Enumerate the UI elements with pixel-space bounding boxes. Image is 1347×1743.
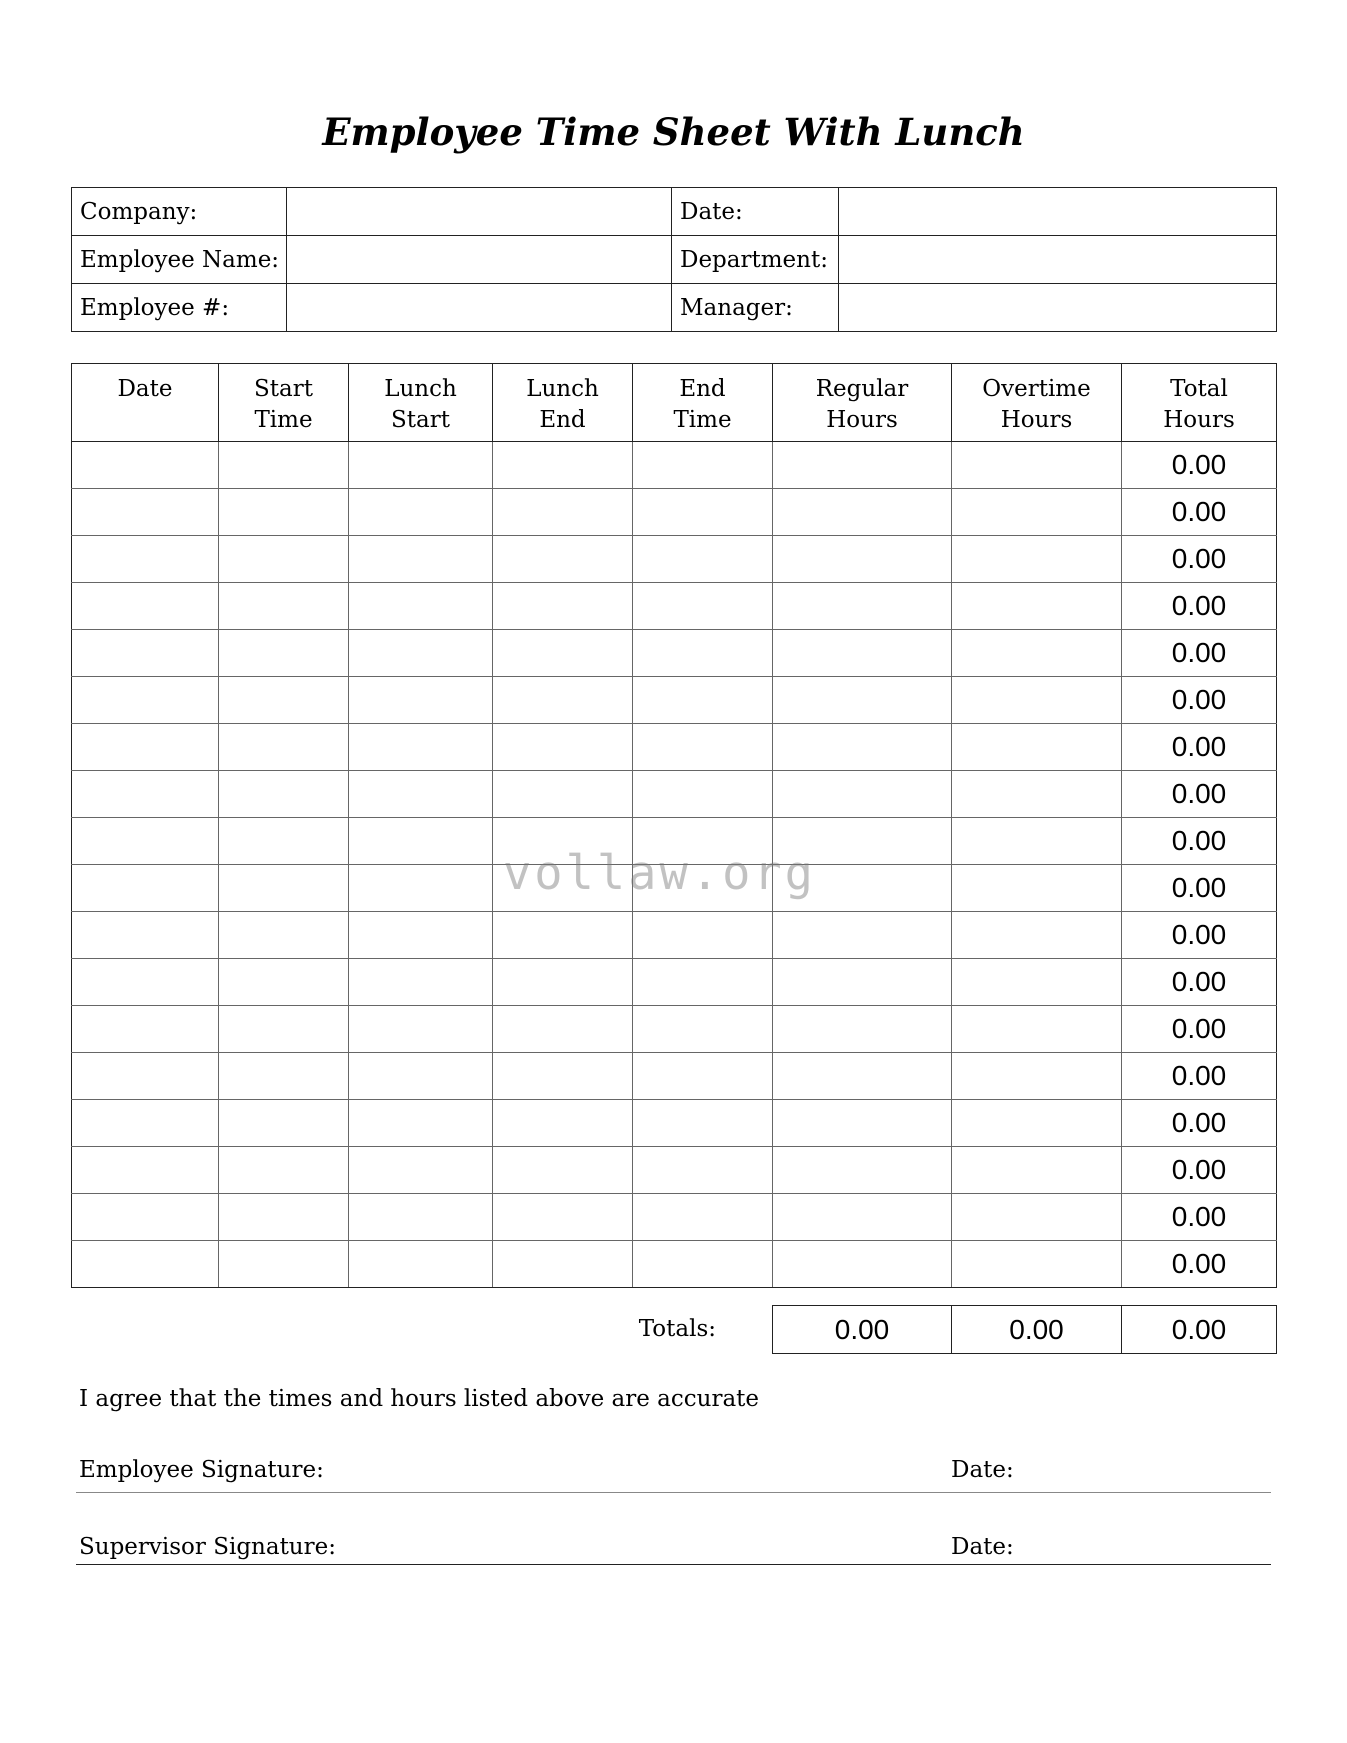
agreement-statement: I agree that the times and hours listed above are accurate (79, 1386, 760, 1412)
header-overtime-hours (952, 364, 1122, 442)
table-row (72, 912, 1277, 959)
cell-regular-hours[interactable] (773, 1100, 952, 1147)
cell-end-time[interactable] (633, 1100, 773, 1147)
manager-field[interactable] (839, 284, 1277, 332)
header-regular-hours-line: Regular (815, 376, 909, 402)
cell-date[interactable] (72, 583, 219, 630)
row-total-hours: 0.00 (1122, 1241, 1277, 1288)
header-start-time-line: Start (254, 376, 313, 402)
watermark: vollaw.org (503, 846, 816, 901)
header-regular-hours (773, 364, 952, 442)
cell-date[interactable] (72, 1194, 219, 1241)
date-field[interactable] (839, 188, 1277, 236)
row-total-hours: 0.00 (1122, 771, 1277, 818)
table-row (72, 630, 1277, 677)
cell-lunch-start[interactable] (349, 1241, 493, 1288)
cell-lunch-start[interactable] (349, 865, 493, 912)
cell-lunch-end[interactable] (493, 1194, 633, 1241)
cell-date[interactable] (72, 489, 219, 536)
cell-regular-hours[interactable] (773, 630, 952, 677)
cell-overtime-hours[interactable] (952, 771, 1122, 818)
cell-lunch-start[interactable] (349, 1053, 493, 1100)
cell-lunch-end[interactable] (493, 724, 633, 771)
row-total-hours: 0.00 (1122, 536, 1277, 583)
cell-start-time[interactable] (219, 489, 349, 536)
cell-start-time[interactable] (219, 536, 349, 583)
cell-end-time[interactable] (633, 959, 773, 1006)
header-end-time (633, 364, 773, 442)
row-total-hours: 0.00 (1122, 677, 1277, 724)
cell-start-time[interactable] (219, 677, 349, 724)
cell-start-time[interactable] (219, 442, 349, 489)
employee-number-label: Employee #: (72, 284, 287, 332)
cell-date[interactable] (72, 442, 219, 489)
table-row (72, 1147, 1277, 1194)
time-sheet-table (71, 363, 1277, 1288)
table-row (72, 1194, 1277, 1241)
cell-regular-hours[interactable] (773, 536, 952, 583)
employee-name-label: Employee Name: (72, 236, 287, 284)
cell-date[interactable] (72, 724, 219, 771)
cell-lunch-end[interactable] (493, 1147, 633, 1194)
cell-end-time[interactable] (633, 771, 773, 818)
cell-date[interactable] (72, 630, 219, 677)
cell-regular-hours[interactable] (773, 1241, 952, 1288)
cell-start-time[interactable] (219, 865, 349, 912)
manager-label: Manager: (672, 284, 839, 332)
cell-lunch-start[interactable] (349, 677, 493, 724)
table-row (72, 442, 1277, 489)
cell-end-time[interactable] (633, 536, 773, 583)
table-row (72, 959, 1277, 1006)
cell-lunch-end[interactable] (493, 630, 633, 677)
totals-table (772, 1305, 1277, 1354)
cell-overtime-hours[interactable] (952, 1053, 1122, 1100)
header-lunch-end-line: End (539, 407, 586, 433)
cell-date[interactable] (72, 536, 219, 583)
cell-regular-hours[interactable] (773, 677, 952, 724)
header-lunch-start (349, 364, 493, 442)
date-label: Date: (672, 188, 839, 236)
employee-name-field[interactable] (287, 236, 672, 284)
header-end-time-line: Time (673, 407, 732, 433)
cell-overtime-hours[interactable] (952, 912, 1122, 959)
employee-signature-date-label: Date: (951, 1457, 1014, 1483)
header-lunch-start-line: Start (391, 407, 450, 433)
cell-lunch-end[interactable] (493, 959, 633, 1006)
employee-signature-label: Employee Signature: (79, 1457, 324, 1483)
cell-start-time[interactable] (219, 1194, 349, 1241)
cell-lunch-end[interactable] (493, 1006, 633, 1053)
cell-start-time[interactable] (219, 630, 349, 677)
table-row (72, 1241, 1277, 1288)
cell-lunch-start[interactable] (349, 630, 493, 677)
cell-end-time[interactable] (633, 1147, 773, 1194)
cell-lunch-end[interactable] (493, 1100, 633, 1147)
cell-date[interactable] (72, 818, 219, 865)
row-total-hours: 0.00 (1122, 724, 1277, 771)
cell-date[interactable] (72, 912, 219, 959)
header-row (72, 364, 1277, 442)
header-lunch-end-line: Lunch (526, 376, 599, 402)
table-row (72, 724, 1277, 771)
cell-lunch-end[interactable] (493, 1241, 633, 1288)
cell-date[interactable] (72, 677, 219, 724)
table-row (72, 1006, 1277, 1053)
cell-lunch-start[interactable] (349, 536, 493, 583)
cell-lunch-start[interactable] (349, 1100, 493, 1147)
cell-lunch-end[interactable] (493, 583, 633, 630)
cell-start-time[interactable] (219, 583, 349, 630)
cell-overtime-hours[interactable] (952, 1241, 1122, 1288)
cell-start-time[interactable] (219, 724, 349, 771)
cell-overtime-hours[interactable] (952, 724, 1122, 771)
table-row (72, 1100, 1277, 1147)
cell-overtime-hours[interactable] (952, 442, 1122, 489)
cell-end-time[interactable] (633, 724, 773, 771)
cell-regular-hours[interactable] (773, 1194, 952, 1241)
header-total-hours (1122, 364, 1277, 442)
cell-regular-hours[interactable] (773, 1006, 952, 1053)
cell-regular-hours[interactable] (773, 912, 952, 959)
totals-label: Totals: (638, 1316, 716, 1342)
cell-date[interactable] (72, 1147, 219, 1194)
cell-lunch-start[interactable] (349, 583, 493, 630)
cell-regular-hours[interactable] (773, 489, 952, 536)
row-total-hours: 0.00 (1122, 912, 1277, 959)
header-total-hours-line: Hours (1163, 407, 1235, 433)
table-row (72, 677, 1277, 724)
cell-overtime-hours[interactable] (952, 1100, 1122, 1147)
cell-end-time[interactable] (633, 1194, 773, 1241)
cell-lunch-end[interactable] (493, 771, 633, 818)
cell-end-time[interactable] (633, 1006, 773, 1053)
cell-regular-hours[interactable] (773, 1147, 952, 1194)
row-total-hours: 0.00 (1122, 865, 1277, 912)
cell-lunch-start[interactable] (349, 771, 493, 818)
cell-end-time[interactable] (633, 583, 773, 630)
cell-overtime-hours[interactable] (952, 1006, 1122, 1053)
cell-date[interactable] (72, 1053, 219, 1100)
cell-regular-hours[interactable] (773, 771, 952, 818)
cell-start-time[interactable] (219, 1053, 349, 1100)
header-total-hours-line: Total (1170, 376, 1228, 402)
table-row (72, 771, 1277, 818)
row-total-hours: 0.00 (1122, 1147, 1277, 1194)
row-total-hours: 0.00 (1122, 959, 1277, 1006)
cell-regular-hours[interactable] (773, 959, 952, 1006)
cell-start-time[interactable] (219, 1241, 349, 1288)
page-title: Employee Time Sheet With Lunch (322, 110, 1025, 154)
cell-lunch-start[interactable] (349, 818, 493, 865)
employee-number-field[interactable] (287, 284, 672, 332)
row-total-hours: 0.00 (1122, 1053, 1277, 1100)
cell-start-time[interactable] (219, 771, 349, 818)
header-lunch-end (493, 364, 633, 442)
supervisor-signature-label: Supervisor Signature: (79, 1534, 336, 1560)
cell-lunch-end[interactable] (493, 912, 633, 959)
row-total-hours: 0.00 (1122, 442, 1277, 489)
cell-overtime-hours[interactable] (952, 489, 1122, 536)
cell-start-time[interactable] (219, 959, 349, 1006)
cell-overtime-hours[interactable] (952, 959, 1122, 1006)
cell-lunch-start[interactable] (349, 1147, 493, 1194)
cell-end-time[interactable] (633, 677, 773, 724)
header-start-time-line: Time (254, 407, 313, 433)
cell-lunch-start[interactable] (349, 1194, 493, 1241)
cell-end-time[interactable] (633, 1053, 773, 1100)
cell-lunch-start[interactable] (349, 959, 493, 1006)
cell-start-time[interactable] (219, 818, 349, 865)
header-date (72, 364, 219, 442)
cell-lunch-start[interactable] (349, 489, 493, 536)
cell-lunch-start[interactable] (349, 724, 493, 771)
cell-start-time[interactable] (219, 1006, 349, 1053)
row-total-hours: 0.00 (1122, 818, 1277, 865)
cell-end-time[interactable] (633, 442, 773, 489)
cell-date[interactable] (72, 771, 219, 818)
cell-overtime-hours[interactable] (952, 677, 1122, 724)
cell-end-time[interactable] (633, 630, 773, 677)
header-date-line: Date (117, 376, 173, 402)
cell-date[interactable] (72, 1006, 219, 1053)
employee-info-table (71, 187, 1277, 332)
header-overtime-hours-line: Hours (1000, 407, 1073, 433)
cell-start-time[interactable] (219, 1100, 349, 1147)
row-total-hours: 0.00 (1122, 489, 1277, 536)
cell-end-time[interactable] (633, 489, 773, 536)
department-label: Department: (672, 236, 839, 284)
row-total-hours: 0.00 (1122, 630, 1277, 677)
row-total-hours: 0.00 (1122, 1100, 1277, 1147)
cell-end-time[interactable] (633, 1241, 773, 1288)
header-end-time-line: End (679, 376, 726, 402)
company-field[interactable] (287, 188, 672, 236)
cell-overtime-hours[interactable] (952, 1147, 1122, 1194)
cell-regular-hours[interactable] (773, 1053, 952, 1100)
cell-overtime-hours[interactable] (952, 1194, 1122, 1241)
cell-overtime-hours[interactable] (952, 865, 1122, 912)
total-regular-hours: 0.00 (773, 1306, 952, 1354)
cell-overtime-hours[interactable] (952, 536, 1122, 583)
table-row (72, 489, 1277, 536)
grand-total-hours: 0.00 (1122, 1306, 1277, 1354)
employee-signature-line[interactable] (76, 1492, 1271, 1493)
cell-lunch-end[interactable] (493, 489, 633, 536)
cell-start-time[interactable] (219, 1147, 349, 1194)
cell-regular-hours[interactable] (773, 724, 952, 771)
header-regular-hours-line: Hours (826, 407, 898, 433)
department-field[interactable] (839, 236, 1277, 284)
cell-overtime-hours[interactable] (952, 818, 1122, 865)
cell-lunch-start[interactable] (349, 1006, 493, 1053)
cell-date[interactable] (72, 1241, 219, 1288)
cell-regular-hours[interactable] (773, 583, 952, 630)
cell-date[interactable] (72, 959, 219, 1006)
cell-overtime-hours[interactable] (952, 630, 1122, 677)
cell-lunch-start[interactable] (349, 912, 493, 959)
cell-lunch-start[interactable] (349, 442, 493, 489)
cell-end-time[interactable] (633, 912, 773, 959)
header-overtime-hours-line: Overtime (982, 376, 1091, 402)
cell-date[interactable] (72, 1100, 219, 1147)
cell-start-time[interactable] (219, 912, 349, 959)
table-row (72, 536, 1277, 583)
cell-overtime-hours[interactable] (952, 583, 1122, 630)
header-start-time (219, 364, 349, 442)
total-overtime-hours: 0.00 (952, 1306, 1122, 1354)
row-total-hours: 0.00 (1122, 1194, 1277, 1241)
table-row (72, 583, 1277, 630)
supervisor-signature-date-label: Date: (951, 1534, 1014, 1560)
supervisor-signature-line[interactable] (76, 1564, 1271, 1565)
cell-lunch-end[interactable] (493, 677, 633, 724)
cell-lunch-end[interactable] (493, 536, 633, 583)
row-total-hours: 0.00 (1122, 583, 1277, 630)
row-total-hours: 0.00 (1122, 1006, 1277, 1053)
header-lunch-start-line: Lunch (384, 376, 457, 402)
cell-regular-hours[interactable] (773, 442, 952, 489)
cell-lunch-end[interactable] (493, 1053, 633, 1100)
table-row (72, 1053, 1277, 1100)
cell-lunch-end[interactable] (493, 442, 633, 489)
cell-date[interactable] (72, 865, 219, 912)
company-label: Company: (72, 188, 287, 236)
